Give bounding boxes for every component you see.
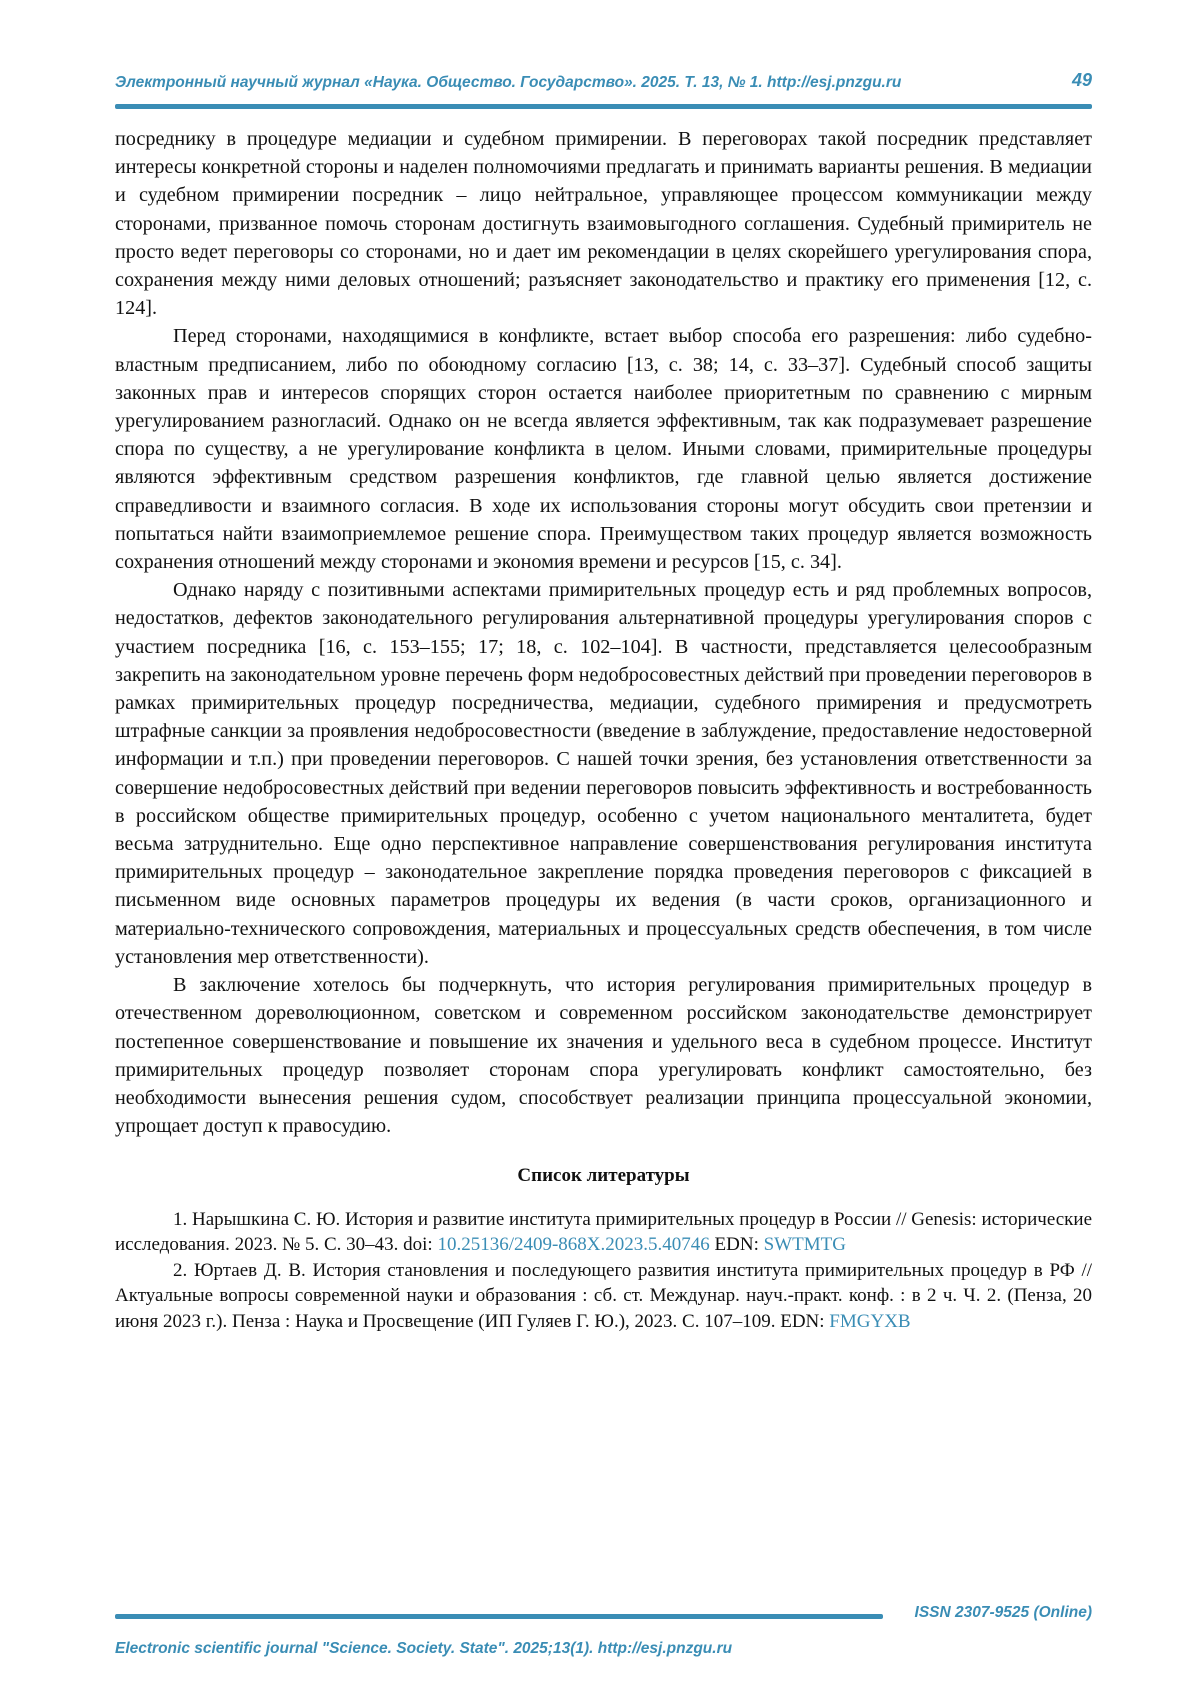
reference-text: 2. Юртаев Д. В. История становления и последующего развития института примирительных процедур в РФ // Актуальные вопросы современной науки и образования : сб. ст. Междунар. науч.-практ. конф. : в 2 ч. Ч. 2. (Пенза, 20 июня 2023 г.). Пенза : Наука и Просвещение (ИП Гуляев Г. Ю.), 2023. С. 107–109. [115, 1259, 1092, 1332]
header-divider [115, 104, 1092, 109]
paragraph: посреднику в процедуре медиации и судебном примирении. В переговорах такой посредник представляет интересы конкретной стороны и наделен полномочиями предлагать и принимать варианты решения. В медиации и судебном примирении посредник – лицо нейтральное, управляющее процессом коммуникации между сторонами, призванное помочь сторонам достигнуть взаимовыгодного соглашения. Судебный примиритель не просто ведет переговоры со сторонами, но и дает им рекомендации в целях скорейшего урегулирования спора, сохранения между ними деловых отношений; разъясняет законодательство и практику его применения [12, с. 124]. [115, 128, 1092, 320]
paragraph: В заключение хотелось бы подчеркнуть, что история регулирования примирительных процедур в отечественном дореволюционном, советском и современном российском законодательстве демонстрирует постепенное совершенствование и повышение их значения и удельного веса в судебном процессе. Институт примирительных процедур позволяет сторонам спора урегулировать конфликт самостоятельно, без необходимости вынесения решения судом, способствует реализации принципа процессуальной экономии, упрощает доступ к правосудию. [115, 974, 1092, 1138]
reference-text: 1. Нарышкина С. Ю. История и развитие института примирительных процедур в России // Genesis: исторические исследования. 2023. № 5. С. 30–43. doi: [115, 1208, 1093, 1256]
footer-issn: ISSN 2307-9525 (Online) [914, 1604, 1092, 1621]
paragraph: Однако наряду с позитивными аспектами примирительных процедур есть и ряд проблемных вопросов, недостатков, дефектов законодательного регулирования альтернативной процедуры урегулирования споров с участием посредника [16, с. 153–155; 17; 18, с. 102–104]. В частности, представляется целесообразным закрепить на законодательном уровне перечень форм недобросовестных действий при проведении переговоров в рамках примирительных процедур посредничества, медиации, судебного примирения и предусмотреть штрафные санкции за проявления недобросовестности (введение в заблуждение, предоставление недостоверной информации и т.п.) при проведении переговоров. С нашей точки зрения, без установления ответственности за совершение недобросовестных действий при ведении переговоров повысить эффективность и востребованность в российском обществе примирительных процедур, особенно с учетом национального менталитета, будет весьма затруднительно. Еще одно перспективное направление совершенствования регулирования института примирительных процедур – законодательное закрепление порядка проведения переговоров с фиксацией в письменном виде основных параметров процедуры их ведения (в части сроков, организационного и материально-технического сопровождения, материальных и процессуальных средств обеспечения, в том числе установления мер ответственности). [115, 579, 1092, 968]
reference-item [115, 1207, 1092, 1258]
paragraph: Перед сторонами, находящимися в конфликте, встает выбор способа его разрешения: либо судебно-властным предписанием, либо по обоюдному согласию [13, с. 38; 14, с. 33–37]. Судебный способ защиты законных прав и интересов спорящих сторон остается наиболее приоритетным по сравнению с мирным урегулированием разногласий. Однако он не всегда является эффективным, так как подразумевает разрешение спора по существу, а не урегулирование конфликта в целом. Иными словами, примирительные процедуры являются эффективным средством разрешения конфликтов, где главной целью является достижение справедливости и взаимного согласия. В ходе их использования стороны могут обсудить свои претензии и попытаться найти взаимоприемлемое решение спора. Преимуществом таких процедур является возможность сохранения отношений между сторонами и экономия времени и ресурсов [15, с. 34]. [115, 325, 1092, 574]
references-title: Список литературы [517, 1165, 690, 1187]
footer-divider [115, 1614, 883, 1619]
doi-link[interactable]: 10.25136/2409-868X.2023.5.40746 [437, 1234, 710, 1256]
article-body [115, 125, 1092, 1334]
edn-label: EDN: [775, 1310, 830, 1332]
footer-journal-title: Electronic scientific journal "Science. Society. State". 2025;13(1). http://esj.pnzgu.ru [115, 1640, 733, 1657]
reference-item [115, 1258, 1092, 1335]
edn-link[interactable]: FMGYXB [829, 1310, 911, 1332]
page-number: 49 [1071, 70, 1092, 90]
edn-link[interactable]: SWTMTG [763, 1234, 846, 1256]
page-header [115, 70, 1092, 98]
header-journal-title: Электронный научный журнал «Наука. Общество. Государство». 2025. Т. 13, № 1. http://esj.pnzgu.ru [115, 74, 902, 91]
edn-label: EDN: [709, 1234, 764, 1256]
